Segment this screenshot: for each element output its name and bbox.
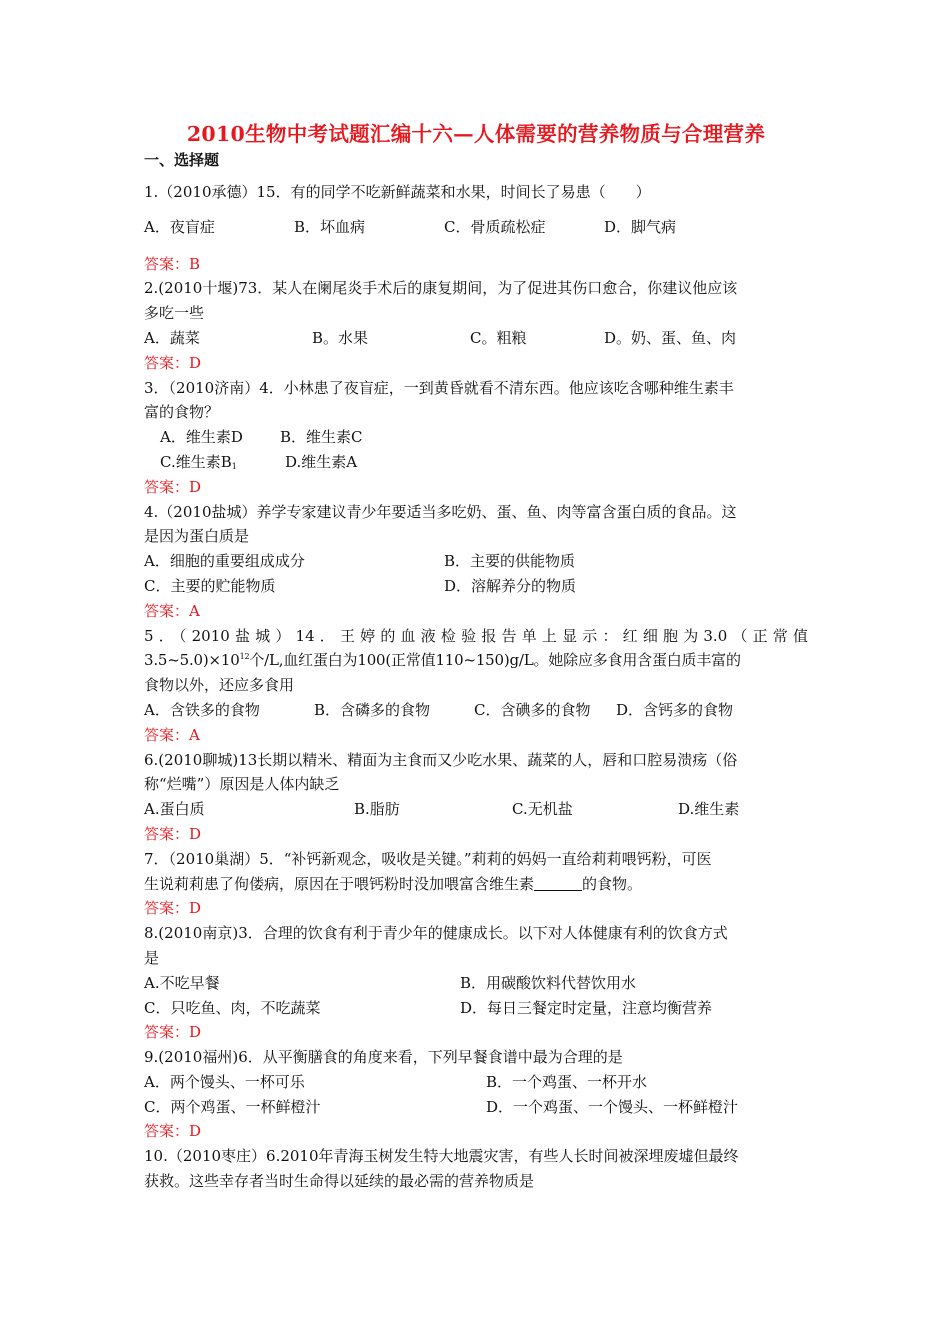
option-a: A.蛋白质 <box>144 800 205 819</box>
option-d: D.维生素A <box>285 452 358 471</box>
stem-text: 3.5~5.0)×10 <box>144 651 240 670</box>
option-b: B．含磷多的食物 <box>314 700 431 719</box>
question-4-options-row1 <box>144 549 808 574</box>
question-5-stem-end: 食物以外，还应多食用 <box>144 676 295 695</box>
option-a: A.不吃早餐 <box>144 973 220 992</box>
stem-text-cont: 个/L,血红蛋白为100(正常值110~150)g/L。她除应多食用含蛋白质丰富的 <box>249 651 741 670</box>
option-c: C。粗粮 <box>470 328 527 347</box>
question-7-stem-cont <box>144 872 808 897</box>
option-c: C．主要的贮能物质 <box>144 576 276 595</box>
question-7-answer: 答案：D <box>144 899 202 918</box>
option-d: D。奶、蛋、鱼、肉 <box>604 328 737 347</box>
option-c: C.无机盐 <box>512 800 573 819</box>
option-c: C．两个鸡蛋、一杯鲜橙汁 <box>144 1097 321 1116</box>
stem-text-cont: 的食物。 <box>582 874 643 893</box>
question-9-stem: 9.(2010福州)6．从平衡膳食的角度来看，下列早餐食谱中最为合理的是 <box>144 1048 623 1067</box>
stem-text: 生说莉莉患了佝偻病，原因在于喂钙粉时没加喂富含维生素 <box>144 874 535 893</box>
question-3-options-row1 <box>144 425 808 450</box>
option-b: B．维生素C <box>280 428 363 447</box>
question-2-answer: 答案：D <box>144 353 202 372</box>
option-c: C．含碘多的食物 <box>474 700 591 719</box>
option-c-text: C.维生素B <box>160 452 232 471</box>
option-d: D.维生素 <box>678 800 740 819</box>
option-a: A．蔬菜 <box>144 328 200 347</box>
option-a: A．维生素D <box>160 428 243 447</box>
question-10-stem: 10.（2010枣庄）6.2010年青海玉树发生特大地震灾害，有些人长时间被深埋废墟但最终 <box>144 1147 739 1166</box>
question-4-options-row2 <box>144 574 808 599</box>
question-8-answer: 答案：D <box>144 1023 202 1042</box>
document-title: 2010生物中考试题汇编十六—人体需要的营养物质与合理营养 <box>186 122 766 146</box>
question-8-stem: 8.(2010南京)3．合理的饮食有利于青少年的健康成长。以下对人体健康有利的饮食方式 <box>144 924 728 943</box>
question-1-options <box>144 215 808 240</box>
option-d: D．脚气病 <box>604 217 677 236</box>
question-2-options <box>144 326 808 351</box>
question-5-options <box>144 698 808 723</box>
question-9-answer: 答案：D <box>144 1122 202 1141</box>
option-b: B．用碳酸饮料代替饮用水 <box>460 973 637 992</box>
option-b: B．坏血病 <box>294 217 366 236</box>
option-c: C．骨质疏松症 <box>444 217 546 236</box>
question-10-stem-cont: 获救。这些幸存者当时生命得以延续的最必需的营养物质是 <box>144 1172 535 1191</box>
option-d: D．溶解养分的物质 <box>444 576 577 595</box>
option-c <box>160 450 285 475</box>
option-b: B.脂肪 <box>354 800 400 819</box>
question-1-answer: 答案：B <box>144 254 201 273</box>
option-d: D．含钙多的食物 <box>616 700 734 719</box>
option-b: B．主要的供能物质 <box>444 552 576 571</box>
option-b: B．一个鸡蛋、一杯开水 <box>486 1072 648 1091</box>
option-d: D．一个鸡蛋、一个馒头、一杯鲜橙汁 <box>486 1097 739 1116</box>
question-9-options-row2 <box>144 1095 808 1120</box>
fill-blank <box>534 876 582 891</box>
option-a: A．两个馒头、一杯可乐 <box>144 1072 305 1091</box>
question-6-stem-cont: 称“烂嘴”）原因是人体内缺乏 <box>144 775 340 794</box>
option-b: B。水果 <box>312 328 369 347</box>
option-a: A．细胞的重要组成成分 <box>144 552 305 571</box>
question-3-stem: 3．（2010济南）4．小林患了夜盲症，一到黄昏就看不清东西。他应该吃含哪种维生素丰 <box>144 378 734 397</box>
question-4-stem-cont: 是因为蛋白质是 <box>144 527 250 546</box>
question-6-answer: 答案：D <box>144 824 202 843</box>
question-5-stem-cont <box>144 648 808 673</box>
question-8-options-row1 <box>144 971 808 996</box>
question-3-options-row2 <box>144 450 808 475</box>
question-8-options-row2 <box>144 996 808 1021</box>
option-c: C．只吃鱼、肉，不吃蔬菜 <box>144 998 321 1017</box>
question-2-stem: 2.(2010十堰)73．某人在阑尾炎手术后的康复期间，为了促进其伤口愈合，你建议他应该 <box>144 279 738 298</box>
option-c-subscript: 1 <box>231 461 237 471</box>
question-5-stem: 5．（2010盐城）14．王婷的血液检验报告单上显示：红细胞为3.0（正常值 <box>144 626 808 645</box>
question-9-options-row1 <box>144 1070 808 1095</box>
question-3-stem-cont: 富的食物？ <box>144 403 220 422</box>
question-1-stem: 1.（2010承德）15．有的同学不吃新鲜蔬菜和水果，时间长了易患（ ） <box>144 183 651 201</box>
question-7-stem: 7．（2010巢湖）5．“补钙新观念，吸收是关键。”莉莉的妈妈一直给莉莉喂钙粉，可医 <box>144 849 712 868</box>
question-8-stem-cont: 是 <box>144 948 160 967</box>
option-a: A．夜盲症 <box>144 217 215 236</box>
question-3-answer: 答案：D <box>144 477 202 496</box>
section-heading: 一、选择题 <box>144 151 220 169</box>
question-5-answer: 答案：A <box>144 725 200 744</box>
option-d: D．每日三餐定时定量，注意均衡营养 <box>460 998 713 1017</box>
question-6-options <box>144 797 808 822</box>
question-4-stem: 4.（2010盐城）养学专家建议青少年要适当多吃奶、蛋、鱼、肉等富含蛋白质的食品。这 <box>144 502 737 521</box>
question-6-stem: 6.(2010聊城)13长期以精米、精面为主食而又少吃水果、蔬菜的人，唇和口腔易溃疡（俗 <box>144 750 738 769</box>
option-a: A．含铁多的食物 <box>144 700 260 719</box>
question-2-stem-cont: 多吃一些 <box>144 304 205 323</box>
superscript: 12 <box>239 652 250 662</box>
question-4-answer: 答案：A <box>144 601 200 620</box>
document-page <box>144 120 808 1194</box>
